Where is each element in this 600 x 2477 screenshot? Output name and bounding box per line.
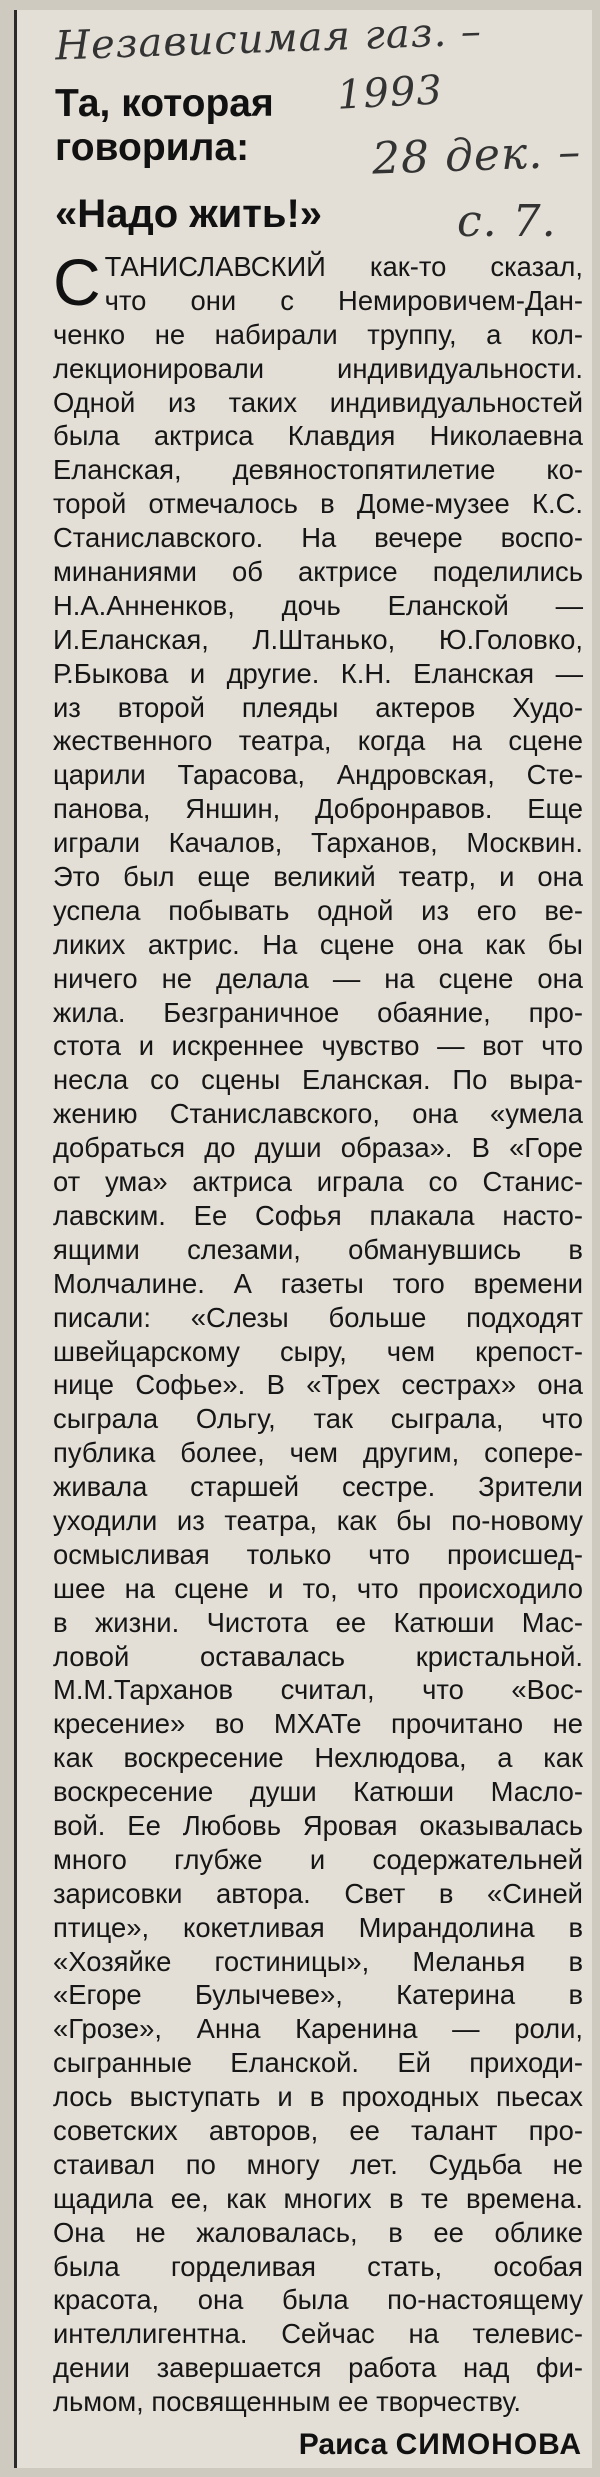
article-line: стота и искреннее чувство — вот что	[53, 1030, 583, 1062]
article-line: была горделивая стать, особая	[53, 2250, 583, 2282]
headline-line-2: говорила:	[55, 126, 250, 169]
article-line: И.Еланская, Л.Штанько, Ю.Головко,	[53, 623, 583, 655]
article-line: ликих актрис. На сцене она как бы	[53, 928, 583, 960]
article-line: от ума» актриса играла со Станис-	[53, 1166, 583, 1198]
article-line: успела побывать одной из его ве-	[53, 894, 583, 926]
article-line: сыграла Ольгу, так сыграла, что	[53, 1403, 583, 1435]
article-line: стаивал по многу лет. Судьба не	[53, 2148, 583, 2180]
article-line: зарисовки автора. Свет в «Синей	[53, 1877, 583, 1909]
article-line: была актриса Клавдия Николаевна	[53, 420, 583, 452]
article-line: лекционировали индивидуальности.	[53, 352, 583, 384]
article-line: ящими слезами, обманувшись в	[53, 1233, 583, 1265]
article-line: как воскресение Нехлюдова, а как	[53, 1742, 583, 1774]
article-line: несла со сцены Еланская. По выра-	[53, 1064, 583, 1096]
article-line: швейцарскому сыру, чем крепост-	[53, 1335, 583, 1367]
author-surname: СИМОНОВА	[395, 2428, 582, 2461]
article-line: ченко не набирали труппу, а кол-	[53, 318, 583, 350]
article-line: царили Тарасова, Андровская, Сте-	[53, 759, 583, 791]
article-line: «Егоре Булычеве», Катерина в	[53, 1979, 583, 2011]
article-line: жению Станиславского, она «умела	[53, 1098, 583, 1130]
article-line: уходили из театра, как бы по-новому	[53, 1504, 583, 1536]
article-line: ловой оставалась кристальной.	[53, 1640, 583, 1672]
article-line: Еланская, девяностопятилетие ко-	[53, 454, 583, 486]
article-line	[53, 250, 583, 284]
article-line: жественного театра, когда на сцене	[53, 725, 583, 757]
article-line: М.М.Тарханов считал, что «Вос-	[53, 1674, 583, 1706]
article-line: вой. Ее Любовь Яровая оказывалась	[53, 1809, 583, 1841]
article-line: минаниями об актрисе поделились	[53, 556, 583, 588]
article-line: панова, Яншин, Добронравов. Еще	[53, 793, 583, 825]
handwritten-page-note: с. 7.	[457, 196, 557, 247]
article-line: Она не жаловалась, в ее облике	[53, 2216, 583, 2248]
article-subhead: «Надо жить!»	[55, 192, 323, 236]
article-line: лавским. Ее Софья плакала насто-	[53, 1199, 583, 1231]
article-line: Одной из таких индивидуальностей	[53, 386, 583, 418]
article-line: осмысливая только что происшед-	[53, 1538, 583, 1570]
drop-cap: С	[53, 245, 101, 319]
article-line: что они с Немировичем-Дан-	[104, 284, 583, 316]
article-body	[53, 245, 583, 2419]
article-line: птице», кокетливая Мирандолина в	[53, 1911, 583, 1943]
first-word-rest: ТАНИСЛАВСКИЙ	[104, 251, 326, 282]
article-line: лось выступать и в проходных пьесах	[53, 2081, 583, 2113]
article-line: ничего не делала — на сцене она	[53, 962, 583, 994]
article-line: торой отмечалось в Доме-музее К.С.	[53, 488, 583, 520]
author-first-name: Раиса	[298, 2428, 388, 2461]
handwritten-date-note: 28 дек. –	[371, 126, 582, 185]
article-line: Р.Быкова и другие. К.Н. Еланская —	[53, 657, 583, 689]
article-line: «Грозе», Анна Каренина — роли,	[53, 2013, 583, 2045]
article-line: Это был еще великий театр, и она	[53, 861, 583, 893]
article-line: льмом, посвященным ее творчеству.	[53, 2386, 522, 2418]
article-line: добраться до души образа». В «Горе	[53, 1132, 583, 1164]
article-line: жила. Безграничное обаяние, про-	[53, 996, 583, 1028]
article-line: Н.А.Анненков, дочь Еланской —	[53, 589, 583, 621]
article-line: Молчалине. А газеты того времени	[53, 1267, 583, 1299]
article-line-text: как-то сказал,	[369, 251, 583, 282]
article-line: дении завершается работа над фи-	[53, 2352, 583, 2384]
article-line: нице Софье». В «Трех сестрах» она	[53, 1369, 583, 1401]
article-line: живала старшей сестре. Зрители	[53, 1471, 583, 1503]
article-line: Станиславского. На вечере воспо-	[53, 522, 583, 554]
article-line: советских авторов, ее талант про-	[53, 2114, 583, 2146]
newspaper-clipping	[14, 10, 592, 2468]
headline-line-1: Та, которая	[55, 82, 274, 125]
article-line: кресение» во МХАТе прочитано не	[53, 1708, 583, 1740]
article-line: «Хозяйке гостиницы», Меланья в	[53, 1945, 583, 1977]
article-headline	[55, 82, 274, 170]
article-line: много глубже и содержательней	[53, 1843, 583, 1875]
article-line: в жизни. Чистота ее Катюши Мас-	[53, 1606, 583, 1638]
article-line: шее на сцене и то, что происходило	[53, 1572, 583, 1604]
article-line: щадила ее, как многих в те времена.	[53, 2182, 583, 2214]
article-line: воскресение души Катюши Маслo-	[53, 1776, 583, 1808]
article-line: играли Качалов, Тарханов, Москвин.	[53, 827, 583, 859]
article-author	[299, 2428, 582, 2462]
article-line: публика более, чем другим, сопере-	[53, 1437, 583, 1469]
article-line: из второй плеяды актеров Худо-	[53, 691, 583, 723]
handwritten-year-note: 1993	[335, 67, 444, 119]
article-line: красота, она была по-настоящему	[53, 2284, 583, 2316]
handwritten-source-note: Независимая газ. –	[54, 8, 483, 70]
article-line: писали: «Слезы больше подходят	[53, 1301, 583, 1333]
article-line: интеллигентна. Сейчас на телевис-	[53, 2318, 583, 2350]
article-line: сыгранные Еланской. Ей приходи-	[53, 2047, 583, 2079]
